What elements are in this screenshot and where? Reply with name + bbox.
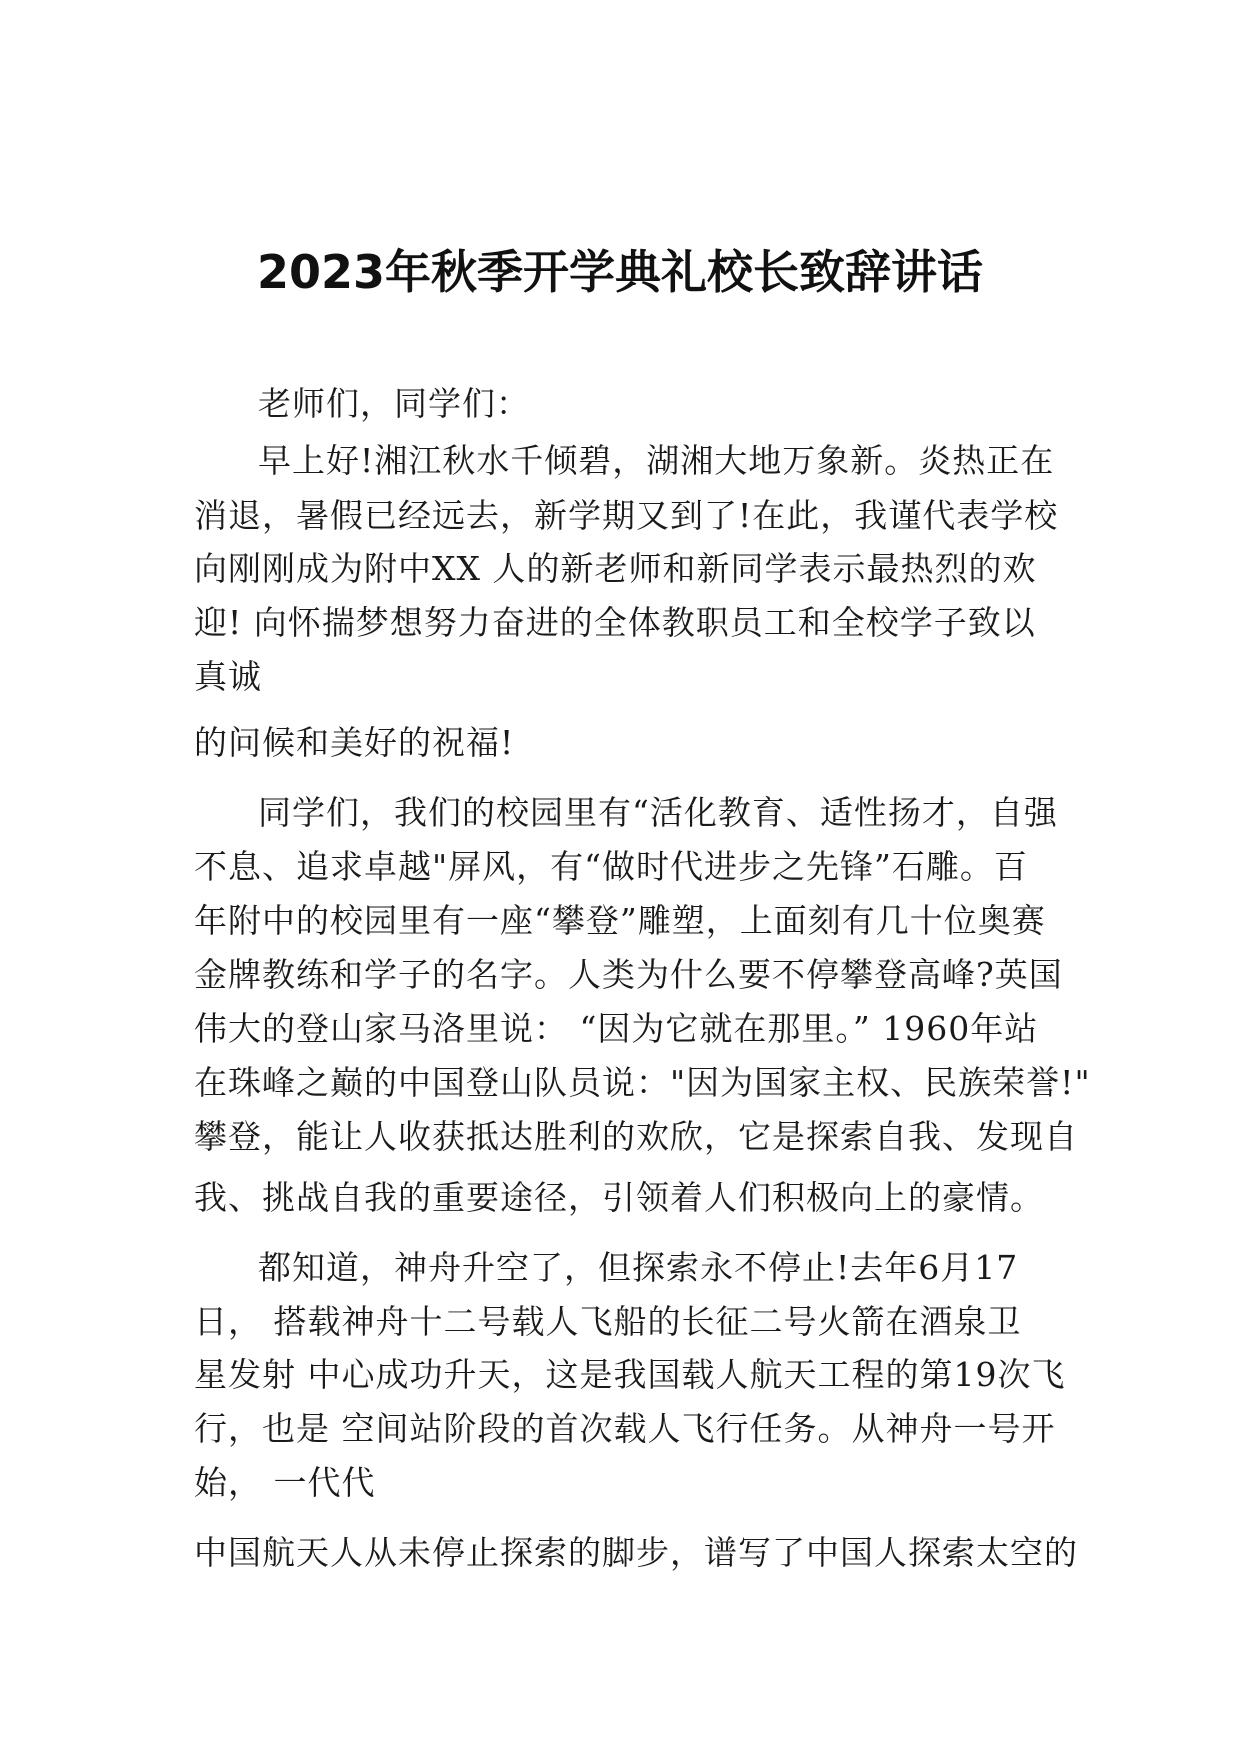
paragraph-line: 真诚 — [194, 657, 262, 696]
paragraph-line: 我、挑战自我的重要途径，引领着人们积极向上的豪情。 — [194, 1178, 1044, 1217]
paragraph-line: 不息、追求卓越"屏风，有“做时代进步之先锋”石雕。百 — [194, 847, 1028, 886]
paragraph-line: 金牌教练和学子的名字。人类为什么要不停攀登高峰?英国 — [194, 955, 1063, 994]
paragraph-line: 中国航天人从未停止探索的脚步，谱写了中国人探索太空的 — [194, 1533, 1078, 1572]
paragraph-line: 伟大的登山家马洛里说： “因为它就在那里。” 1960年站 — [194, 1009, 1039, 1048]
paragraph-line: 都知道，神舟升空了，但探索永不停止!去年6月17 — [258, 1248, 1019, 1287]
paragraph-line: 年附中的校园里有一座“攀登”雕塑，上面刻有几十位奥赛 — [194, 901, 1046, 940]
paragraph-line: 行，也是 空间站阶段的首次载人飞行任务。从神舟一号开 — [194, 1409, 1056, 1448]
paragraph-line: 同学们，我们的校园里有“活化教育、适性扬才，自强 — [258, 793, 1058, 832]
paragraph-line: 日， 搭载神舟十二号载人飞船的长征二号火箭在酒泉卫 — [194, 1302, 1022, 1341]
paragraph-line: 消退，暑假已经远去，新学期又到了!在此，我谨代表学校 — [194, 496, 1059, 535]
document-title: 2023年秋季开学典礼校长致辞讲话 — [256, 245, 984, 299]
paragraph-line: 攀登，能让人收获抵达胜利的欢欣，它是探索自我、发现自 — [194, 1117, 1078, 1156]
paragraph-line: 的问候和美好的祝福! — [194, 723, 515, 762]
paragraph-line: 星发射 中心成功升天，这是我国载人航天工程的第19次飞 — [194, 1355, 1066, 1394]
paragraph-line: 始， 一代代 — [194, 1463, 376, 1502]
paragraph-line: 在珠峰之巅的中国登山队员说："因为国家主权、民族荣誉!" — [194, 1063, 1091, 1102]
paragraph-line: 迎! 向怀揣梦想努力奋进的全体教职员工和全校学子致以 — [194, 603, 1036, 642]
paragraph-line: 早上好!湘江秋水千倾碧，湖湘大地万象新。炎热正在 — [258, 441, 1055, 480]
paragraph-line: 向刚刚成为附中XX 人的新老师和新同学表示最热烈的欢 — [194, 549, 1037, 588]
salutation-line: 老师们，同学们： — [258, 384, 530, 423]
